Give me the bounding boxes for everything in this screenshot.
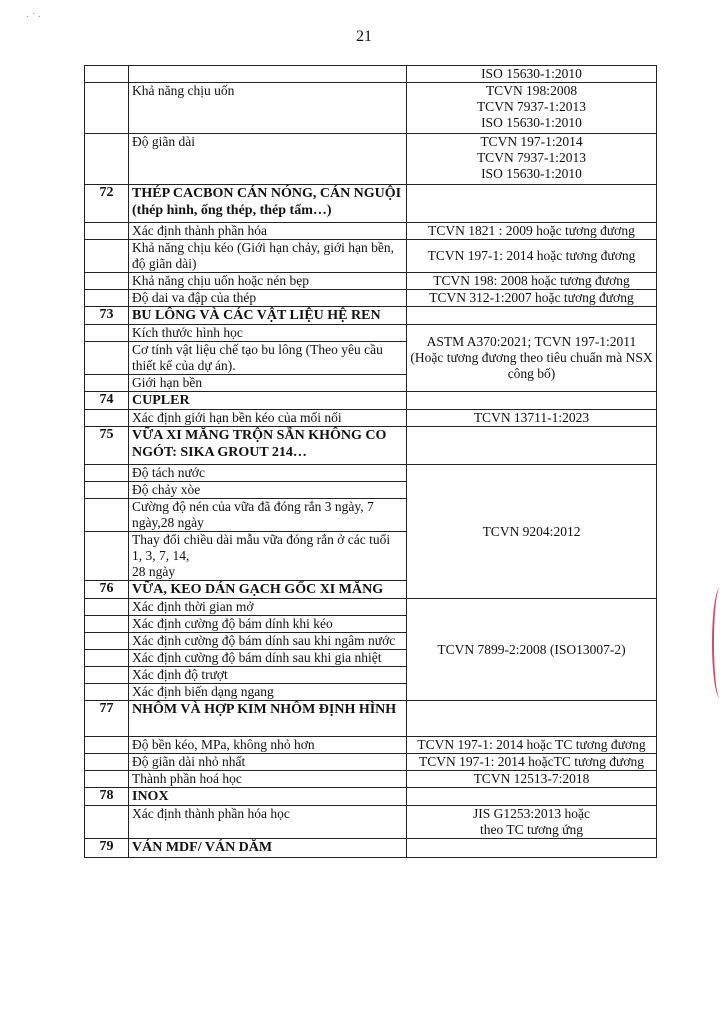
criterion-cell: Xác định thành phần hóa [129, 223, 407, 240]
table-row [85, 410, 657, 427]
standard-cell [407, 839, 657, 858]
num-cell [85, 599, 129, 616]
criterion-cell: Xác định thời gian mở [129, 599, 407, 616]
section-number: 74 [85, 392, 129, 410]
section-number: 77 [85, 701, 129, 737]
section-header-77 [85, 701, 657, 737]
num-cell [85, 223, 129, 240]
standard-line: TCVN 7937-1:2013 [476, 99, 587, 114]
criterion-cell [129, 532, 407, 581]
section-header-78 [85, 788, 657, 806]
section-number: 79 [85, 839, 129, 858]
criterion-cell: Độ giãn dài [129, 134, 407, 185]
criterion-cell [129, 66, 407, 83]
table-row [85, 134, 657, 185]
num-cell [85, 806, 129, 839]
standard-cell: TCVN 13711-1:2023 [407, 410, 657, 427]
standard-line: ISO 15630-1:2010 [481, 66, 582, 81]
standard-line: theo TC tương ứng [480, 822, 583, 837]
num-cell [85, 482, 129, 499]
section-header-73 [85, 307, 657, 325]
standard-cell [407, 788, 657, 806]
standard-cell [407, 185, 657, 223]
page-number: 21 [356, 28, 372, 45]
criterion-cell: Xác định cường độ bám dính sau khi gia nhiệt [129, 650, 407, 667]
table-row [85, 325, 657, 342]
table-row [85, 273, 657, 290]
section-number: 76 [85, 581, 129, 599]
criterion-cell: Độ giãn dài nhỏ nhất [129, 754, 407, 771]
standard-cell: TCVN 1821 : 2009 hoặc tương đương [407, 223, 657, 240]
table-row [85, 83, 657, 134]
table-row [85, 754, 657, 771]
table-row [85, 599, 657, 616]
criterion-cell: Khả năng chịu uốn [129, 83, 407, 134]
criterion-cell: Cơ tính vật liệu chế tạo bu lông (Theo yêu cầu thiết kế của dự án). [129, 342, 407, 375]
standard-line: TCVN 7937-1:2013 [476, 150, 587, 165]
section-title: BU LÔNG VÀ CÁC VẬT LIỆU HỆ REN [129, 307, 407, 325]
criterion-cell: Cường độ nén của vữa đã đóng rắn 3 ngày, 7 ngày,28 ngày [129, 499, 407, 532]
criterion-cell: Xác định cường độ bám dính khi kéo [129, 616, 407, 633]
num-cell [85, 273, 129, 290]
standard-cell [407, 66, 657, 83]
section-title: CUPLER [129, 392, 407, 410]
section-title: VỮA, KEO DÁN GẠCH GỐC XI MĂNG [129, 581, 407, 599]
standard-cell [407, 134, 657, 185]
num-cell [85, 737, 129, 754]
standard-line: TCVN 198:2008 [485, 83, 578, 98]
standard-line: ISO 15630-1:2010 [481, 166, 582, 181]
num-cell [85, 342, 129, 375]
criterion-cell: Độ bền kéo, MPa, không nhỏ hơn [129, 737, 407, 754]
criterion-line: 28 ngày [132, 564, 176, 579]
standard-cell [407, 307, 657, 325]
criterion-line: Thay đổi chiều dài mẫu vữa đóng rắn ở các tuổi 1, 3, 7, 14, [132, 532, 391, 563]
criterion-cell: Thành phần hoá học [129, 771, 407, 788]
num-cell [85, 650, 129, 667]
num-cell [85, 66, 129, 83]
standard-cell: TCVN 7899-2:2008 (ISO13007-2) [407, 599, 657, 701]
criterion-cell: Độ tách nước [129, 465, 407, 482]
num-cell [85, 633, 129, 650]
table-row [85, 737, 657, 754]
standard-line: ISO 15630-1:2010 [481, 115, 582, 130]
section-title: VÁN MDF/ VÁN DĂM [129, 839, 407, 858]
criterion-cell: Xác định thành phần hóa học [129, 806, 407, 839]
standard-cell: TCVN 312-1:2007 hoặc tương đương [407, 290, 657, 307]
section-number: 73 [85, 307, 129, 325]
table-row [85, 806, 657, 839]
section-title: NHÔM VÀ HỢP KIM NHÔM ĐỊNH HÌNH [129, 701, 407, 737]
criterion-cell: Giới hạn bền [129, 375, 407, 392]
section-header-75 [85, 427, 657, 465]
num-cell [85, 616, 129, 633]
standard-cell [407, 701, 657, 737]
standard-line: JIS G1253:2013 hoặc [473, 806, 590, 821]
table-row [85, 223, 657, 240]
table-row [85, 66, 657, 83]
section-title: THÉP CACBON CÁN NÓNG, CÁN NGUỘI (thép hình, ống thép, thép tấm…) [129, 185, 407, 223]
stamp-edge [712, 588, 728, 698]
num-cell [85, 375, 129, 392]
standard-cell [407, 83, 657, 134]
criterion-cell: Xác định độ trượt [129, 667, 407, 684]
table-row [85, 240, 657, 273]
criterion-cell: Khả năng chịu uốn hoặc nén bẹp [129, 273, 407, 290]
section-title: INOX [129, 788, 407, 806]
section-number: 78 [85, 788, 129, 806]
standard-line: TCVN 197-1:2014 [480, 134, 583, 149]
criterion-cell: Độ chảy xòe [129, 482, 407, 499]
section-header-79 [85, 839, 657, 858]
standard-cell [407, 392, 657, 410]
standard-cell: TCVN 197-1: 2014 hoặcTC tương đương [407, 754, 657, 771]
num-cell [85, 240, 129, 273]
num-cell [85, 290, 129, 307]
section-number: 72 [85, 185, 129, 223]
standard-cell: TCVN 197-1: 2014 hoặc tương đương [407, 240, 657, 273]
standard-cell: TCVN 197-1: 2014 hoặc TC tương đương [407, 737, 657, 754]
num-cell [85, 83, 129, 134]
table-row [85, 290, 657, 307]
num-cell [85, 771, 129, 788]
num-cell [85, 499, 129, 532]
standard-cell [407, 806, 657, 839]
standard-cell: TCVN 12513-7:2018 [407, 771, 657, 788]
num-cell [85, 410, 129, 427]
standard-cell [407, 427, 657, 465]
num-cell [85, 532, 129, 581]
criterion-cell: Xác định cường độ bám dính sau khi ngâm nước [129, 633, 407, 650]
num-cell [85, 667, 129, 684]
criterion-cell: Kích thước hình học [129, 325, 407, 342]
section-number: 75 [85, 427, 129, 465]
scan-specks: · ˙ · [26, 12, 41, 23]
table-row [85, 771, 657, 788]
criterion-cell: Xác định biến dạng ngang [129, 684, 407, 701]
standard-cell: TCVN 9204:2012 [407, 465, 657, 599]
num-cell [85, 684, 129, 701]
section-header-74 [85, 392, 657, 410]
table-row [85, 465, 657, 482]
standard-cell: TCVN 198: 2008 hoặc tương đương [407, 273, 657, 290]
num-cell [85, 465, 129, 482]
standard-cell: ASTM A370:2021; TCVN 197-1:2011 (Hoặc tương đương theo tiêu chuẩn mà NSX công bố) [407, 325, 657, 392]
criterion-cell: Xác định giới hạn bền kéo của mối nối [129, 410, 407, 427]
criterion-cell: Khả năng chịu kéo (Giới hạn chảy, giới hạn bền, độ giãn dài) [129, 240, 407, 273]
num-cell [85, 754, 129, 771]
section-title: VỮA XI MĂNG TRỘN SẴN KHÔNG CO NGÓT: SIKA GROUT 214… [129, 427, 407, 465]
section-header-72 [85, 185, 657, 223]
criterion-cell: Độ dai va đập của thép [129, 290, 407, 307]
num-cell [85, 325, 129, 342]
standards-table [84, 65, 657, 858]
num-cell [85, 134, 129, 185]
